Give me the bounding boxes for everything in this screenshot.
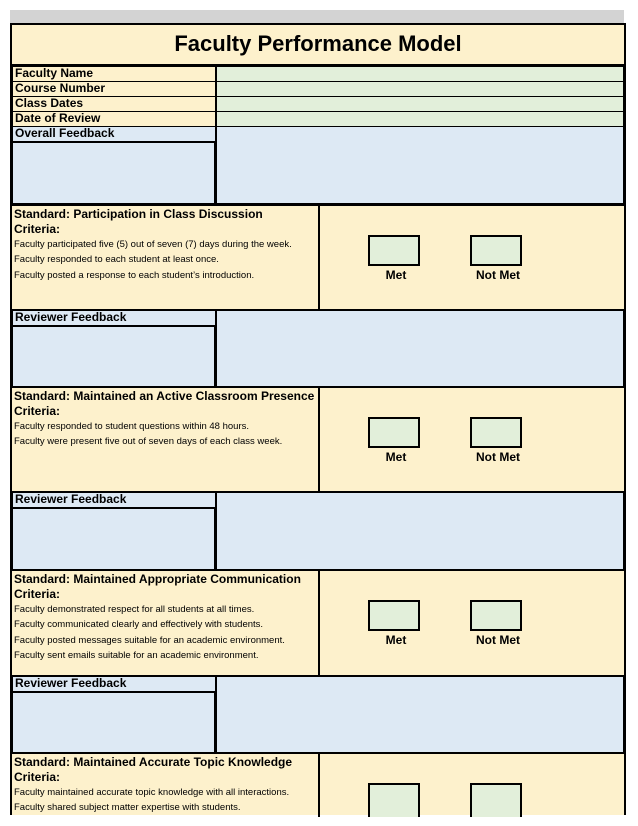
standard-1-section [12,204,624,311]
criteria-item: Faculty posted messages suitable for an academic environment. [14,635,285,646]
standard-4-section [12,752,624,815]
not-met-label: Not Met [476,450,520,464]
faculty-name-label: Faculty Name [12,66,216,82]
criteria-item: Faculty responded to student questions within 48 hours. [14,421,250,432]
standard-divider [318,754,320,817]
reviewer-feedback-text-area[interactable] [12,508,216,570]
page-title: Faculty Performance Model [12,25,624,66]
not-met-checkbox[interactable] [470,417,522,448]
criteria-label: Criteria: [14,587,61,601]
overall-feedback-label: Overall Feedback [12,126,216,143]
reviewer-feedback-input[interactable] [216,492,624,570]
met-checkbox[interactable] [368,235,420,266]
course-number-label: Course Number [12,81,216,97]
date-of-review-label: Date of Review [12,111,216,127]
criteria-item: Faculty maintained accurate topic knowledge with all interactions. [14,787,290,798]
criteria-item: Faculty demonstrated respect for all students at all times. [14,604,255,615]
standard-title: Standard: Maintained an Active Classroom Presence [14,389,315,403]
reviewer-feedback-text-area[interactable] [12,326,216,387]
criteria-item: Faculty participated five (5) out of seven (7) days during the week. [14,239,292,250]
criteria-item: Faculty posted a response to each student’s introduction. [14,270,255,281]
faculty-name-input[interactable] [216,66,624,82]
standard-divider [318,206,320,311]
standard-3-section [12,569,624,677]
criteria-item: Faculty responded to each student at least once. [14,254,219,265]
reviewer-feedback-text-area[interactable] [12,692,216,753]
standard-divider [318,571,320,677]
met-checkbox[interactable] [368,417,420,448]
course-number-input[interactable] [216,81,624,97]
top-bar [10,10,624,23]
reviewer-feedback-input[interactable] [216,676,624,753]
not-met-checkbox[interactable] [470,600,522,631]
not-met-checkbox[interactable] [470,783,522,817]
criteria-label: Criteria: [14,404,61,418]
criteria-item: Faculty sent emails suitable for an academic environment. [14,650,259,661]
standard-title: Standard: Participation in Class Discussion [14,207,263,221]
reviewer-feedback-label: Reviewer Feedback [12,676,216,693]
performance-form [10,23,626,815]
class-dates-label: Class Dates [12,96,216,112]
criteria-item: Faculty were present five out of seven days of each class week. [14,436,283,447]
met-label: Met [385,450,407,464]
not-met-label: Not Met [476,268,520,282]
criteria-label: Criteria: [14,770,61,784]
reviewer-feedback-label: Reviewer Feedback [12,310,216,327]
standard-title: Standard: Maintained Accurate Topic Knowledge [14,755,293,769]
reviewer-feedback-label: Reviewer Feedback [12,492,216,509]
met-checkbox[interactable] [368,600,420,631]
not-met-checkbox[interactable] [470,235,522,266]
criteria-item: Faculty shared subject matter expertise with students. [14,802,241,813]
standard-2-section [12,386,624,493]
criteria-label: Criteria: [14,222,61,236]
met-label: Met [385,633,407,647]
not-met-label: Not Met [476,633,520,647]
met-label: Met [385,268,407,282]
date-of-review-input[interactable] [216,111,624,127]
class-dates-input[interactable] [216,96,624,112]
standard-divider [318,388,320,493]
overall-feedback-input[interactable] [216,126,624,204]
overall-feedback-text-area[interactable] [12,142,216,204]
criteria-item: Faculty communicated clearly and effectively with students. [14,619,264,630]
reviewer-feedback-input[interactable] [216,310,624,387]
met-checkbox[interactable] [368,783,420,817]
standard-title: Standard: Maintained Appropriate Communication [14,572,301,586]
